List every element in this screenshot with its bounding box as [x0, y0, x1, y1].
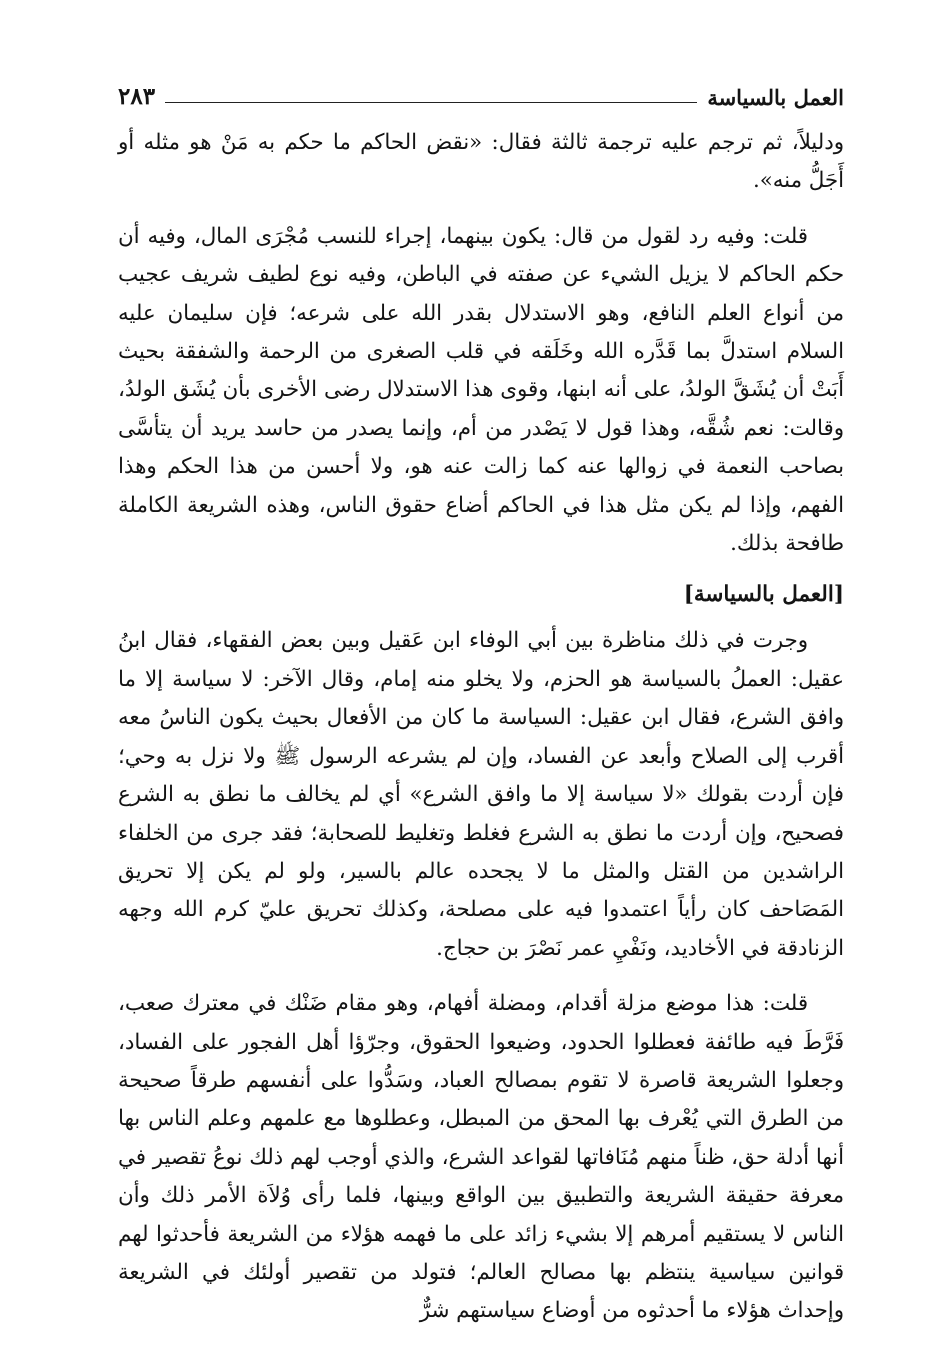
header-rule [165, 102, 697, 103]
running-header [118, 80, 844, 110]
section-heading: [العمل بالسياسة] [683, 582, 844, 608]
paragraph-munazara: وجرت في ذلك مناظرة بين أبي الوفاء ابن عَقيل وبين بعض الفقهاء، فقال ابنُ عقيل: العملُ بالسياسة هو الحزم، ولا يخلو منه إمام، وقال الآخر: لا سياسة إلا ما وافق الشرع، فقال ابن عقيل: السياسة ما كان من الأفعال بحيث يكون الناسُ معه أقرب إلى الصلاح وأبعد عن الفساد، وإن لم يشرعه الرسول ﷺ ولا نزل به وحي؛ فإن أردت بقولك «لا سياسة إلا ما وافق الشرع» أي لم يخالف ما نطق به الشرع فصحيح، وإن أردت ما نطق به الشرع فغلط وتغليط للصحابة؛ فقد جرى من الخلفاء الراشدين من القتل والمثل ما لا يجحده عالم بالسير، ولو لم يكن إلا تحريق المَصَاحف كان رأياً اعتمدوا فيه على مصلحة، وكذلك تحريق عليّ كرم الله وجهه الزنادقة في الأخاديد، ونَفْيِ عمر نَصْرَ بن حجاج. [118, 628, 844, 961]
document-page [118, 80, 844, 1331]
paragraph-continuation: ودليلاً، ثم ترجم عليه ترجمة ثالثة فقال: «نقض الحاكم ما حكم به مَنْ هو مثله أو أَجَلُّ منه». [118, 130, 844, 194]
paragraph-qult-2: قلت: هذا موضع مزلة أقدام، ومضلة أفهام، وهو مقام ضَنْك في معترك صعب، فَرَّطَ فيه طائفة فعطلوا الحدود، وضيعوا الحقوق، وجرّؤا أهل الفجور على الفساد، وجعلوا الشريعة قاصرة لا تقوم بمصالح العباد، وسَدُّوا على أنفسهم طرقاً صحيحة من الطرق التي يُعْرف بها المحق من المبطل، وعطلوها مع علمهم وعلم الناس بها أنها أدلة حق، ظناً منهم مُنَافاتها لقواعد الشرع، والذي أوجب لهم ذلك نوعُ تقصير في معرفة حقيقة الشريعة والتطبيق بين الواقع وبينها، فلما رأى وُلاَة الأمر ذلك وأن الناس لا يستقيم أمرهم إلا بشيء زائد على ما فهمه هؤلاء من الشريعة فأحدثوا لهم قوانين سياسية ينتظم بها مصالح العالم؛ فتولد من تقصير أولئك في الشريعة وإحداث هؤلاء ما أحدثوه من أوضاع سياستهم شرٌّ [118, 991, 844, 1324]
running-header-title: العمل بالسياسة [707, 85, 844, 110]
page-number: ٢٨٣ [118, 83, 156, 110]
paragraph-qult-1: قلت: وفيه رد لقول من قال: يكون بينهما، إجراء للنسب مُجْرَى المال، وفيه أن حكم الحاكم لا يزيل الشيء عن صفته في الباطن، وفيه نوع لطيف شريف عجيب من أنواع العلم النافع، وهو الاستدلال بقدر الله على شرعه؛ فإن سليمان عليه السلام استدلَّ بما قَدَّره الله وخَلَقه في قلب الصغرى من الرحمة والشفقة بحيث أَبَتْ أن يُشَقَّ الولدُ، على أنه ابنها، وقوى هذا الاستدلال رضى الأخرى بأن يُشَق الولدُ، وقالت: نعم شُقَّه، وهذا قول لا يَصْدر من أم، وإنما يصدر من حاسد يريد أن يتأسَّى بصاحب النعمة في زوالها عنه كما زالت عنه هو، ولا أحسن من هذا الحكم وهذا الفهم، وإذا لم يكن مثل هذا في الحاكم أضاع حقوق الناس، وهذه الشريعة الكاملة طافحة بذلك. [118, 223, 844, 557]
